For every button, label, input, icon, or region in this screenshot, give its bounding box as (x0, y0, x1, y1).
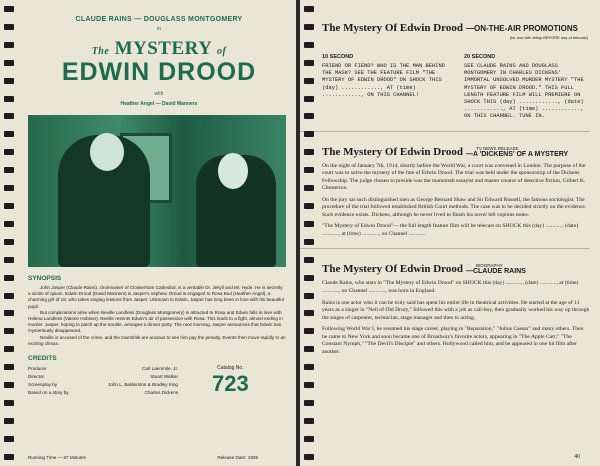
binding-ring (4, 167, 14, 173)
spot-text: FRIEND OR FIEND? WHO IS THE MAN BEHIND THE MASK? SEE THE FEATURE FILM "THE MYSTERY OF EDWIN DROOD" ON SHOCK THIS (day) ............, AT (time) ............, ON THIS CHANNEL! (322, 63, 445, 98)
binding-ring (4, 96, 14, 102)
face-left (90, 133, 124, 171)
spiral-binding-left (4, 6, 16, 460)
synopsis-paragraph: But complications arise when Neville Landless (Douglass Montgomery) is attracted to Rosa and Edwin falls in love with Helena Landless (Valerie Hobson). Neville resents Edwin's air of possession with Rosa. This leads to a fight, almost ending in murder. Jasper, hoping to patch up the trouble, arranges a dinner party. The next morning, Jasper announces that Edwin has mysteriously disappeared. (28, 309, 283, 334)
bio-paragraph: Following World War I, he resumed his stage career, playing in "Reparation," "Julius Caesar" and many others. Then he came to New York and soon became one of Broadway's favorite actors, appearing in "The Apple Cart," "The Constant Nymph," "The Devil's Disciple" and others. Hollywood called him, and he appeared in one hit film after another. (322, 326, 584, 355)
news-header (322, 146, 600, 158)
running-time: Running Time — 87 Minutes (28, 455, 86, 460)
film-still-photo (28, 115, 286, 267)
promo-subtitle: —ON-THE-AIR PROMOTIONS (465, 24, 578, 33)
title-of: of (216, 46, 227, 57)
face-right (218, 153, 248, 189)
binding-ring (4, 6, 14, 12)
binding-ring (4, 364, 14, 370)
binding-ring (4, 275, 14, 281)
binding-ring (4, 60, 14, 66)
promo-spots (322, 54, 590, 121)
news-paragraph: "The Mystery of Edwin Drood"— the full length feature film will be telecast on SHOCK this (day) ............, (date) ............, at (time) ............, on Channel ............ (322, 223, 579, 237)
spot-20-second (464, 54, 590, 121)
promo-title: The Mystery Of Edwin Drood (322, 22, 463, 34)
binding-ring (4, 24, 14, 30)
binding-ring (4, 382, 14, 388)
binding-ring (4, 418, 14, 424)
star-header: CLAUDE RAINS — DOUGLASS MONTGOMERY (75, 16, 243, 23)
binding-ring (4, 185, 14, 191)
synopsis-paragraph: John Jasper (Claude Rains), choirmaster of Cloisterham Cathedral, is a veritable Dr. Jekyll and Mr. Hyde. He is secretly a victim of opium. Edwin Drood (David Manners) is Jasper's nephew. Drood is engaged to Rosa Bud (Heather Angel), a charming girl of 18, who takes singing lessons from Jasper. Unknown to Edwin, Jasper has long been in love with his beautiful pupil. (28, 285, 284, 309)
promo-header (322, 22, 600, 34)
binding-ring (4, 78, 14, 84)
catalog-label: Catalog No. (217, 364, 244, 371)
credits-heading: CREDITS (28, 354, 57, 362)
release-date: Release Date: 1935 (217, 455, 258, 460)
bio-paragraph: Claude Rains, who stars in "The Mystery of Edwin Drood" on SHOCK this (day) ............, (date) ............, at (time) ............, on Channel ............, was born in England. (322, 280, 579, 294)
binding-ring (304, 60, 314, 66)
news-label-top: TV NEWS RELEASE (475, 145, 519, 151)
with-label: with (154, 91, 164, 97)
catalog-number: 723 (212, 370, 249, 396)
credit-row: Director Stuart Walker (28, 373, 178, 379)
news-paragraph: On the night of January 7th, 1914, shortly before the World War, a court was convened in London. The purpose of the court was to solve the mystery of the fate of Edwin Drood. The trial was held under the sponsorship of the Dickens Fellowship. The judge chosen to preside was the mammoth essayist and master creator of detective fiction, Gilbert K. Chesterton. (322, 162, 586, 192)
bio-paragraph: Rains is one actor who it can be truly said has spent his entire life in theatrical activities. He started at the age of 11 years as a singer in "Nell of Old Drury," followed this with a job as call-boy, then gradually worked his way up through the stages of carpenter, technician, stage manager and then to acting. (322, 299, 590, 321)
binding-ring (4, 328, 14, 334)
binding-ring (304, 275, 314, 281)
in-label: in (157, 26, 161, 32)
binding-ring (4, 400, 14, 406)
binding-ring (304, 346, 314, 352)
credits-block (28, 365, 286, 405)
binding-ring (304, 24, 314, 30)
synopsis-heading: SYNOPSIS (28, 275, 62, 282)
bio-header (322, 263, 600, 275)
bio-title: The Mystery Of Edwin Drood (322, 263, 463, 276)
bio-label-top: BIOGRAPHY (475, 263, 503, 269)
binding-ring (304, 328, 314, 334)
title-line-1 (22, 38, 296, 60)
binding-ring (304, 42, 314, 48)
news-title: The Mystery Of Edwin Drood (322, 145, 463, 158)
news-paragraph: On the jury sat such distinguished men as George Bernard Shaw and Sir Edward Russell, the famous sociologist. The procedure of the trial followed established British Court methods. The case was to be decided strictly on the evidence. Such evidence exists. Dickens, although he never lived to finish his novel left copious notes. (322, 196, 587, 218)
spot-title: 10 SECOND (322, 54, 354, 60)
binding-ring (304, 239, 314, 245)
binding-ring (304, 113, 314, 119)
supporting-cast: Heather Angel — David Manners (120, 101, 198, 107)
binding-ring (304, 131, 314, 137)
left-footer (28, 455, 258, 460)
binding-ring (304, 6, 314, 12)
binding-ring (4, 436, 14, 442)
spiral-binding-right (304, 6, 316, 460)
binding-ring (304, 257, 314, 263)
synopsis-paragraph: Neville is accused of the crime, and the townsfolk are anxious to see him pay the penalty. Events then move rapidly to an exciting climax. (28, 334, 286, 346)
binding-ring (4, 203, 14, 209)
binding-ring (304, 364, 314, 370)
binding-ring (304, 149, 314, 155)
right-page (300, 0, 600, 466)
binding-ring (304, 78, 314, 84)
binding-ring (4, 221, 14, 227)
binding-ring (304, 167, 314, 173)
binding-ring (304, 293, 314, 299)
binding-ring (4, 113, 14, 119)
binding-ring (304, 310, 314, 316)
binding-ring (304, 418, 314, 424)
binding-ring (4, 293, 14, 299)
binding-ring (304, 400, 314, 406)
binding-ring (304, 96, 314, 102)
spot-text: SEE CLAUDE RAINS AND DOUGLASS MONTGOMERY IN CHARLES DICKENS' IMMORTAL UNSOLVED MURDER MYSTERY "THE MYSTERY OF EDWIN DROOD." THIS FULL LENGTH FEATURE FILM WILL PREMIERE ON SHOCK THIS (day) ............, (date) ............, AT (time) ............, ON THIS CHANNEL. TUNE IN. (464, 63, 584, 120)
binding-ring (4, 346, 14, 352)
bio-label: —CLAUDE RAINS (465, 268, 526, 276)
binding-ring (304, 382, 314, 388)
binding-ring (4, 310, 14, 316)
left-page (0, 0, 296, 466)
title-mystery: MYSTERY (114, 38, 212, 59)
binding-ring (304, 221, 314, 227)
spot-title: 20 SECOND (464, 54, 496, 60)
news-label: —A 'DICKENS' OF A MYSTERY (465, 150, 569, 158)
binding-ring (304, 185, 314, 191)
binding-ring (4, 454, 14, 460)
binding-ring (4, 239, 14, 245)
divider (300, 248, 590, 249)
binding-ring (304, 454, 314, 460)
credit-row: Producer Carl Laemmle, Jr. (28, 365, 178, 371)
spot-10-second (322, 54, 448, 121)
catalog-block (212, 365, 249, 397)
page-number: 40 (574, 454, 580, 460)
credit-row: Screenplay by John L. Balderston & Bradley King (28, 381, 178, 387)
binding-ring (304, 436, 314, 442)
binding-ring (4, 42, 14, 48)
promo-note: (for use with tellup BEFORE day of telecast) (509, 35, 588, 40)
binding-ring (4, 131, 14, 137)
title-the: The (91, 46, 110, 57)
divider (300, 131, 590, 132)
title-main: EDWIN DROOD (61, 58, 257, 86)
binding-ring (4, 149, 14, 155)
binding-ring (4, 257, 14, 263)
credit-row: Based on a story by Charles Dickens (28, 389, 178, 395)
binding-ring (304, 203, 314, 209)
